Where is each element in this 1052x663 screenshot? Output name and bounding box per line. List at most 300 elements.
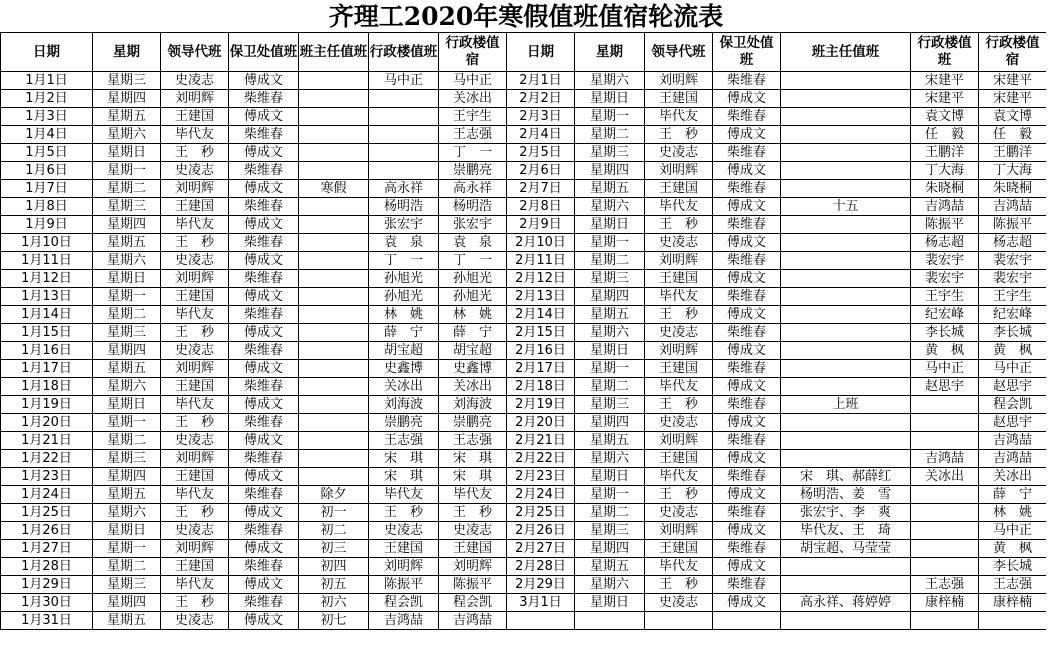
table-cell[interactable]: 柴维春 bbox=[229, 594, 299, 612]
table-cell[interactable] bbox=[911, 558, 979, 576]
table-cell[interactable]: 刘明辉 bbox=[161, 360, 229, 378]
table-cell[interactable]: 王建国 bbox=[161, 288, 229, 306]
table-cell[interactable]: 史凌志 bbox=[161, 612, 229, 630]
table-cell[interactable]: 王 秒 bbox=[645, 126, 713, 144]
table-cell[interactable]: 刘明辉 bbox=[161, 90, 229, 108]
table-cell[interactable] bbox=[781, 378, 911, 396]
table-cell[interactable]: 刘明辉 bbox=[645, 432, 713, 450]
table-cell[interactable]: 除夕 bbox=[299, 486, 369, 504]
table-cell[interactable]: 1月17日 bbox=[1, 360, 93, 378]
table-cell[interactable] bbox=[979, 612, 1047, 630]
table-cell[interactable]: 柴维春 bbox=[713, 324, 781, 342]
table-cell[interactable]: 2月16日 bbox=[507, 342, 575, 360]
table-cell[interactable] bbox=[781, 90, 911, 108]
table-cell[interactable]: 刘明辉 bbox=[645, 162, 713, 180]
table-cell[interactable]: 柴维春 bbox=[229, 162, 299, 180]
table-cell[interactable] bbox=[369, 144, 439, 162]
table-cell[interactable]: 傅成文 bbox=[713, 270, 781, 288]
table-cell[interactable]: 毕代友 bbox=[645, 108, 713, 126]
table-cell[interactable]: 2月25日 bbox=[507, 504, 575, 522]
table-cell[interactable] bbox=[299, 144, 369, 162]
table-cell[interactable]: 刘明辉 bbox=[645, 342, 713, 360]
table-cell[interactable]: 薛 宁 bbox=[369, 324, 439, 342]
table-cell[interactable] bbox=[781, 576, 911, 594]
table-cell[interactable]: 王志强 bbox=[439, 432, 507, 450]
table-cell[interactable]: 王建国 bbox=[645, 450, 713, 468]
table-cell[interactable]: 柴维春 bbox=[713, 576, 781, 594]
table-cell[interactable] bbox=[781, 288, 911, 306]
table-cell[interactable]: 星期四 bbox=[93, 594, 161, 612]
table-cell[interactable]: 星期四 bbox=[93, 216, 161, 234]
table-cell[interactable]: 任 毅 bbox=[979, 126, 1047, 144]
table-cell[interactable]: 星期三 bbox=[93, 198, 161, 216]
table-cell[interactable]: 史凌志 bbox=[161, 522, 229, 540]
table-cell[interactable]: 王建国 bbox=[645, 270, 713, 288]
table-cell[interactable]: 星期五 bbox=[575, 180, 645, 198]
table-cell[interactable]: 胡宝超 bbox=[439, 342, 507, 360]
table-cell[interactable]: 吉鸿喆 bbox=[911, 198, 979, 216]
table-cell[interactable]: 关冰出 bbox=[911, 468, 979, 486]
table-cell[interactable]: 史凌志 bbox=[645, 594, 713, 612]
table-cell[interactable] bbox=[911, 396, 979, 414]
table-cell[interactable]: 关冰出 bbox=[369, 378, 439, 396]
table-cell[interactable]: 1月13日 bbox=[1, 288, 93, 306]
table-cell[interactable]: 丁大海 bbox=[979, 162, 1047, 180]
table-cell[interactable]: 初六 bbox=[299, 594, 369, 612]
table-cell[interactable]: 傅成文 bbox=[229, 288, 299, 306]
table-cell[interactable]: 2月7日 bbox=[507, 180, 575, 198]
table-cell[interactable]: 王 秒 bbox=[645, 576, 713, 594]
table-cell[interactable]: 柴维春 bbox=[229, 522, 299, 540]
table-cell[interactable]: 星期六 bbox=[93, 504, 161, 522]
table-cell[interactable]: 陈振平 bbox=[369, 576, 439, 594]
table-cell[interactable]: 星期三 bbox=[575, 396, 645, 414]
table-cell[interactable]: 柴维春 bbox=[229, 342, 299, 360]
table-cell[interactable]: 2月6日 bbox=[507, 162, 575, 180]
table-cell[interactable] bbox=[911, 522, 979, 540]
table-cell[interactable]: 星期二 bbox=[93, 180, 161, 198]
table-cell[interactable] bbox=[299, 252, 369, 270]
table-cell[interactable]: 林 姚 bbox=[439, 306, 507, 324]
table-cell[interactable] bbox=[911, 486, 979, 504]
table-cell[interactable]: 王志强 bbox=[369, 432, 439, 450]
table-cell[interactable]: 陈振平 bbox=[979, 216, 1047, 234]
table-cell[interactable]: 星期六 bbox=[575, 324, 645, 342]
table-cell[interactable]: 王建国 bbox=[369, 540, 439, 558]
table-cell[interactable]: 星期二 bbox=[575, 126, 645, 144]
table-cell[interactable]: 王宇生 bbox=[979, 288, 1047, 306]
table-cell[interactable]: 柴维春 bbox=[229, 306, 299, 324]
table-cell[interactable]: 2月1日 bbox=[507, 72, 575, 90]
table-cell[interactable]: 高永祥 bbox=[369, 180, 439, 198]
table-cell[interactable]: 傅成文 bbox=[713, 414, 781, 432]
table-cell[interactable]: 马中正 bbox=[439, 72, 507, 90]
table-cell[interactable]: 孙旭光 bbox=[369, 270, 439, 288]
table-cell[interactable]: 星期五 bbox=[575, 432, 645, 450]
table-cell[interactable]: 1月6日 bbox=[1, 162, 93, 180]
table-cell[interactable]: 孙旭光 bbox=[439, 270, 507, 288]
table-cell[interactable]: 毕代友 bbox=[645, 378, 713, 396]
table-cell[interactable]: 傅成文 bbox=[713, 234, 781, 252]
table-cell[interactable]: 星期六 bbox=[575, 72, 645, 90]
table-cell[interactable]: 1月22日 bbox=[1, 450, 93, 468]
table-cell[interactable]: 崇鹏亮 bbox=[439, 414, 507, 432]
table-cell[interactable] bbox=[781, 414, 911, 432]
table-cell[interactable]: 2月29日 bbox=[507, 576, 575, 594]
table-cell[interactable]: 刘明辉 bbox=[161, 180, 229, 198]
table-cell[interactable]: 星期二 bbox=[93, 306, 161, 324]
table-cell[interactable]: 星期四 bbox=[93, 342, 161, 360]
table-cell[interactable] bbox=[713, 612, 781, 630]
table-cell[interactable]: 1月29日 bbox=[1, 576, 93, 594]
table-cell[interactable]: 1月3日 bbox=[1, 108, 93, 126]
table-cell[interactable]: 孙旭光 bbox=[369, 288, 439, 306]
table-cell[interactable]: 1月11日 bbox=[1, 252, 93, 270]
table-cell[interactable]: 刘明辉 bbox=[645, 252, 713, 270]
table-cell[interactable] bbox=[299, 288, 369, 306]
table-cell[interactable]: 毕代友 bbox=[645, 558, 713, 576]
table-cell[interactable]: 柴维春 bbox=[713, 504, 781, 522]
table-cell[interactable]: 1月14日 bbox=[1, 306, 93, 324]
table-cell[interactable]: 纪宏峰 bbox=[911, 306, 979, 324]
table-cell[interactable]: 马中正 bbox=[979, 522, 1047, 540]
table-cell[interactable]: 柴维春 bbox=[713, 108, 781, 126]
table-cell[interactable]: 宋建平 bbox=[979, 72, 1047, 90]
table-cell[interactable]: 王志强 bbox=[911, 576, 979, 594]
table-cell[interactable]: 2月18日 bbox=[507, 378, 575, 396]
table-cell[interactable] bbox=[299, 216, 369, 234]
table-cell[interactable]: 星期五 bbox=[93, 360, 161, 378]
table-cell[interactable]: 史凌志 bbox=[645, 324, 713, 342]
table-cell[interactable]: 初四 bbox=[299, 558, 369, 576]
table-cell[interactable]: 黄 枫 bbox=[979, 342, 1047, 360]
table-cell[interactable]: 星期二 bbox=[575, 252, 645, 270]
table-cell[interactable]: 朱晓桐 bbox=[911, 180, 979, 198]
table-cell[interactable]: 1月28日 bbox=[1, 558, 93, 576]
table-cell[interactable]: 星期日 bbox=[575, 594, 645, 612]
table-cell[interactable]: 史凌志 bbox=[645, 414, 713, 432]
table-cell[interactable]: 2月17日 bbox=[507, 360, 575, 378]
table-cell[interactable]: 星期五 bbox=[575, 558, 645, 576]
table-cell[interactable]: 傅成文 bbox=[229, 216, 299, 234]
table-cell[interactable]: 吉鸿喆 bbox=[979, 432, 1047, 450]
table-cell[interactable]: 薛 宁 bbox=[439, 324, 507, 342]
table-cell[interactable]: 2月2日 bbox=[507, 90, 575, 108]
table-cell[interactable] bbox=[781, 234, 911, 252]
table-cell[interactable]: 程会凯 bbox=[369, 594, 439, 612]
table-cell[interactable]: 柴维春 bbox=[229, 486, 299, 504]
table-cell[interactable]: 星期日 bbox=[575, 342, 645, 360]
table-cell[interactable]: 1月31日 bbox=[1, 612, 93, 630]
table-cell[interactable]: 程会凯 bbox=[439, 594, 507, 612]
table-cell[interactable]: 初七 bbox=[299, 612, 369, 630]
table-cell[interactable] bbox=[911, 612, 979, 630]
table-cell[interactable]: 马中正 bbox=[369, 72, 439, 90]
table-cell[interactable] bbox=[781, 72, 911, 90]
table-cell[interactable]: 上班 bbox=[781, 396, 911, 414]
table-cell[interactable]: 王建国 bbox=[161, 378, 229, 396]
table-cell[interactable]: 傅成文 bbox=[713, 198, 781, 216]
table-cell[interactable] bbox=[299, 72, 369, 90]
table-cell[interactable]: 1月5日 bbox=[1, 144, 93, 162]
table-cell[interactable]: 傅成文 bbox=[229, 612, 299, 630]
table-cell[interactable] bbox=[299, 396, 369, 414]
table-cell[interactable]: 杨明浩 bbox=[369, 198, 439, 216]
table-cell[interactable]: 王 秒 bbox=[645, 396, 713, 414]
table-cell[interactable] bbox=[911, 540, 979, 558]
table-cell[interactable] bbox=[781, 558, 911, 576]
table-cell[interactable]: 高永祥 bbox=[439, 180, 507, 198]
table-cell[interactable]: 2月10日 bbox=[507, 234, 575, 252]
table-cell[interactable]: 柴维春 bbox=[713, 216, 781, 234]
table-cell[interactable] bbox=[299, 414, 369, 432]
table-cell[interactable]: 傅成文 bbox=[713, 126, 781, 144]
table-cell[interactable] bbox=[299, 432, 369, 450]
table-cell[interactable]: 星期六 bbox=[575, 576, 645, 594]
table-cell[interactable]: 傅成文 bbox=[229, 324, 299, 342]
table-cell[interactable]: 刘明辉 bbox=[369, 558, 439, 576]
table-cell[interactable]: 王 秒 bbox=[645, 486, 713, 504]
table-cell[interactable]: 星期六 bbox=[575, 198, 645, 216]
table-cell[interactable] bbox=[299, 324, 369, 342]
table-cell[interactable]: 毕代友 bbox=[645, 468, 713, 486]
table-cell[interactable]: 2月26日 bbox=[507, 522, 575, 540]
table-cell[interactable] bbox=[369, 108, 439, 126]
table-cell[interactable]: 星期三 bbox=[575, 270, 645, 288]
table-cell[interactable]: 星期三 bbox=[93, 450, 161, 468]
table-cell[interactable]: 杨志超 bbox=[911, 234, 979, 252]
table-cell[interactable]: 傅成文 bbox=[713, 162, 781, 180]
table-cell[interactable] bbox=[299, 126, 369, 144]
table-cell[interactable]: 星期日 bbox=[575, 468, 645, 486]
table-cell[interactable]: 丁大海 bbox=[911, 162, 979, 180]
table-cell[interactable]: 傅成文 bbox=[713, 486, 781, 504]
table-cell[interactable]: 傅成文 bbox=[713, 342, 781, 360]
table-cell[interactable]: 林 姚 bbox=[979, 504, 1047, 522]
table-cell[interactable]: 柴维春 bbox=[713, 288, 781, 306]
table-cell[interactable]: 柴维春 bbox=[229, 234, 299, 252]
table-cell[interactable]: 王建国 bbox=[161, 558, 229, 576]
table-cell[interactable]: 星期一 bbox=[575, 360, 645, 378]
table-cell[interactable]: 吉鸿喆 bbox=[979, 450, 1047, 468]
table-cell[interactable]: 星期一 bbox=[93, 414, 161, 432]
table-cell[interactable]: 傅成文 bbox=[229, 108, 299, 126]
table-cell[interactable]: 薛 宁 bbox=[979, 486, 1047, 504]
table-cell[interactable]: 毕代友 bbox=[161, 216, 229, 234]
table-cell[interactable]: 王建国 bbox=[645, 90, 713, 108]
table-cell[interactable] bbox=[369, 126, 439, 144]
table-cell[interactable] bbox=[781, 612, 911, 630]
table-cell[interactable]: 2月24日 bbox=[507, 486, 575, 504]
table-cell[interactable]: 宋 琪 bbox=[439, 450, 507, 468]
table-cell[interactable]: 柴维春 bbox=[713, 396, 781, 414]
table-cell[interactable]: 杨明浩 bbox=[439, 198, 507, 216]
table-cell[interactable]: 王宇生 bbox=[439, 108, 507, 126]
table-cell[interactable]: 李长城 bbox=[979, 324, 1047, 342]
table-cell[interactable]: 袁 泉 bbox=[439, 234, 507, 252]
table-cell[interactable] bbox=[781, 144, 911, 162]
table-cell[interactable]: 傅成文 bbox=[229, 432, 299, 450]
table-cell[interactable]: 2月14日 bbox=[507, 306, 575, 324]
table-cell[interactable]: 柴维春 bbox=[229, 378, 299, 396]
table-cell[interactable]: 傅成文 bbox=[713, 594, 781, 612]
table-cell[interactable] bbox=[781, 252, 911, 270]
table-cell[interactable]: 傅成文 bbox=[229, 468, 299, 486]
table-cell[interactable]: 陈振平 bbox=[439, 576, 507, 594]
table-cell[interactable]: 2月5日 bbox=[507, 144, 575, 162]
table-cell[interactable]: 1月9日 bbox=[1, 216, 93, 234]
table-cell[interactable]: 星期六 bbox=[93, 378, 161, 396]
table-cell[interactable]: 傅成文 bbox=[713, 306, 781, 324]
table-cell[interactable]: 星期日 bbox=[93, 144, 161, 162]
table-cell[interactable]: 1月30日 bbox=[1, 594, 93, 612]
table-cell[interactable]: 张宏宇 bbox=[439, 216, 507, 234]
table-cell[interactable]: 李长城 bbox=[979, 558, 1047, 576]
table-cell[interactable]: 2月27日 bbox=[507, 540, 575, 558]
table-cell[interactable]: 2月23日 bbox=[507, 468, 575, 486]
table-cell[interactable]: 关冰出 bbox=[979, 468, 1047, 486]
table-cell[interactable]: 星期一 bbox=[575, 486, 645, 504]
table-cell[interactable]: 程会凯 bbox=[979, 396, 1047, 414]
table-cell[interactable] bbox=[299, 306, 369, 324]
table-cell[interactable] bbox=[781, 450, 911, 468]
table-cell[interactable]: 裴宏宇 bbox=[979, 252, 1047, 270]
table-cell[interactable]: 黄 枫 bbox=[979, 540, 1047, 558]
table-cell[interactable] bbox=[507, 612, 575, 630]
table-cell[interactable]: 毕代友 bbox=[161, 576, 229, 594]
table-cell[interactable]: 初二 bbox=[299, 522, 369, 540]
table-cell[interactable] bbox=[911, 432, 979, 450]
table-cell[interactable] bbox=[781, 108, 911, 126]
table-cell[interactable]: 王 秒 bbox=[161, 234, 229, 252]
table-cell[interactable]: 袁文博 bbox=[979, 108, 1047, 126]
table-cell[interactable]: 王鹏洋 bbox=[979, 144, 1047, 162]
table-cell[interactable]: 史凌志 bbox=[161, 162, 229, 180]
table-cell[interactable]: 王志强 bbox=[439, 126, 507, 144]
table-cell[interactable] bbox=[299, 90, 369, 108]
table-cell[interactable]: 1月4日 bbox=[1, 126, 93, 144]
table-cell[interactable] bbox=[299, 234, 369, 252]
table-cell[interactable] bbox=[369, 162, 439, 180]
table-cell[interactable]: 刘明辉 bbox=[439, 558, 507, 576]
table-cell[interactable]: 毕代友 bbox=[161, 486, 229, 504]
table-cell[interactable] bbox=[299, 378, 369, 396]
table-cell[interactable]: 王 秒 bbox=[161, 144, 229, 162]
table-cell[interactable]: 王建国 bbox=[161, 198, 229, 216]
table-cell[interactable]: 星期五 bbox=[93, 234, 161, 252]
table-cell[interactable]: 2月3日 bbox=[507, 108, 575, 126]
table-cell[interactable]: 3月1日 bbox=[507, 594, 575, 612]
table-cell[interactable]: 傅成文 bbox=[713, 450, 781, 468]
table-cell[interactable]: 星期二 bbox=[575, 378, 645, 396]
table-cell[interactable]: 星期一 bbox=[93, 162, 161, 180]
table-cell[interactable]: 吉鸿喆 bbox=[439, 612, 507, 630]
table-cell[interactable]: 2月13日 bbox=[507, 288, 575, 306]
table-cell[interactable]: 马中正 bbox=[911, 360, 979, 378]
table-cell[interactable]: 1月26日 bbox=[1, 522, 93, 540]
table-cell[interactable]: 星期四 bbox=[575, 414, 645, 432]
table-cell[interactable]: 张宏宇 bbox=[369, 216, 439, 234]
table-cell[interactable]: 1月18日 bbox=[1, 378, 93, 396]
table-cell[interactable]: 康梓楠 bbox=[911, 594, 979, 612]
table-cell[interactable]: 2月22日 bbox=[507, 450, 575, 468]
table-cell[interactable]: 十五 bbox=[781, 198, 911, 216]
table-cell[interactable]: 王建国 bbox=[645, 540, 713, 558]
table-cell[interactable]: 关冰出 bbox=[439, 378, 507, 396]
table-cell[interactable]: 柴维春 bbox=[229, 450, 299, 468]
table-cell[interactable]: 柴维春 bbox=[713, 468, 781, 486]
table-cell[interactable]: 傅成文 bbox=[229, 576, 299, 594]
table-cell[interactable]: 星期四 bbox=[575, 288, 645, 306]
table-cell[interactable]: 杨明浩、姜 雪 bbox=[781, 486, 911, 504]
table-cell[interactable]: 2月19日 bbox=[507, 396, 575, 414]
table-cell[interactable]: 史凌志 bbox=[645, 234, 713, 252]
table-cell[interactable]: 袁 泉 bbox=[369, 234, 439, 252]
table-cell[interactable]: 柴维春 bbox=[713, 144, 781, 162]
table-cell[interactable]: 星期日 bbox=[575, 216, 645, 234]
table-cell[interactable]: 星期三 bbox=[575, 522, 645, 540]
table-cell[interactable] bbox=[299, 468, 369, 486]
table-cell[interactable]: 1月12日 bbox=[1, 270, 93, 288]
table-cell[interactable]: 王 秒 bbox=[645, 216, 713, 234]
table-cell[interactable]: 王建国 bbox=[161, 468, 229, 486]
table-cell[interactable]: 刘海波 bbox=[439, 396, 507, 414]
table-cell[interactable]: 柴维春 bbox=[713, 252, 781, 270]
table-cell[interactable]: 傅成文 bbox=[229, 540, 299, 558]
table-cell[interactable]: 星期六 bbox=[93, 252, 161, 270]
table-cell[interactable]: 2月28日 bbox=[507, 558, 575, 576]
table-cell[interactable] bbox=[299, 198, 369, 216]
table-cell[interactable]: 史凌志 bbox=[161, 432, 229, 450]
table-cell[interactable]: 1月21日 bbox=[1, 432, 93, 450]
table-cell[interactable]: 毕代友 bbox=[369, 486, 439, 504]
table-cell[interactable]: 1月15日 bbox=[1, 324, 93, 342]
table-cell[interactable]: 崇鹏亮 bbox=[369, 414, 439, 432]
table-cell[interactable]: 1月27日 bbox=[1, 540, 93, 558]
table-cell[interactable]: 吉鸿喆 bbox=[369, 612, 439, 630]
table-cell[interactable]: 王志强 bbox=[979, 576, 1047, 594]
table-cell[interactable]: 王 秒 bbox=[439, 504, 507, 522]
table-cell[interactable]: 赵思宇 bbox=[979, 378, 1047, 396]
table-cell[interactable]: 星期五 bbox=[93, 108, 161, 126]
table-cell[interactable]: 傅成文 bbox=[713, 558, 781, 576]
table-cell[interactable]: 高永祥、蒋婷婷 bbox=[781, 594, 911, 612]
table-cell[interactable]: 刘明辉 bbox=[161, 540, 229, 558]
table-cell[interactable]: 寒假 bbox=[299, 180, 369, 198]
table-cell[interactable]: 宋 琪 bbox=[439, 468, 507, 486]
table-cell[interactable]: 史凌志 bbox=[369, 522, 439, 540]
table-cell[interactable]: 1月1日 bbox=[1, 72, 93, 90]
table-cell[interactable] bbox=[781, 216, 911, 234]
table-cell[interactable]: 星期四 bbox=[575, 162, 645, 180]
table-cell[interactable]: 崇鹏亮 bbox=[439, 162, 507, 180]
table-cell[interactable]: 林 姚 bbox=[369, 306, 439, 324]
table-cell[interactable]: 2月21日 bbox=[507, 432, 575, 450]
table-cell[interactable]: 刘明辉 bbox=[161, 450, 229, 468]
table-cell[interactable]: 1月25日 bbox=[1, 504, 93, 522]
table-cell[interactable]: 2月4日 bbox=[507, 126, 575, 144]
table-cell[interactable]: 王 秒 bbox=[645, 306, 713, 324]
table-cell[interactable]: 星期日 bbox=[575, 90, 645, 108]
table-cell[interactable]: 任 毅 bbox=[911, 126, 979, 144]
table-cell[interactable]: 赵思宇 bbox=[979, 414, 1047, 432]
table-cell[interactable]: 裴宏宇 bbox=[911, 252, 979, 270]
table-cell[interactable]: 星期三 bbox=[93, 576, 161, 594]
table-cell[interactable]: 星期六 bbox=[93, 126, 161, 144]
table-cell[interactable]: 星期四 bbox=[93, 468, 161, 486]
table-cell[interactable]: 马中正 bbox=[979, 360, 1047, 378]
table-cell[interactable] bbox=[781, 342, 911, 360]
